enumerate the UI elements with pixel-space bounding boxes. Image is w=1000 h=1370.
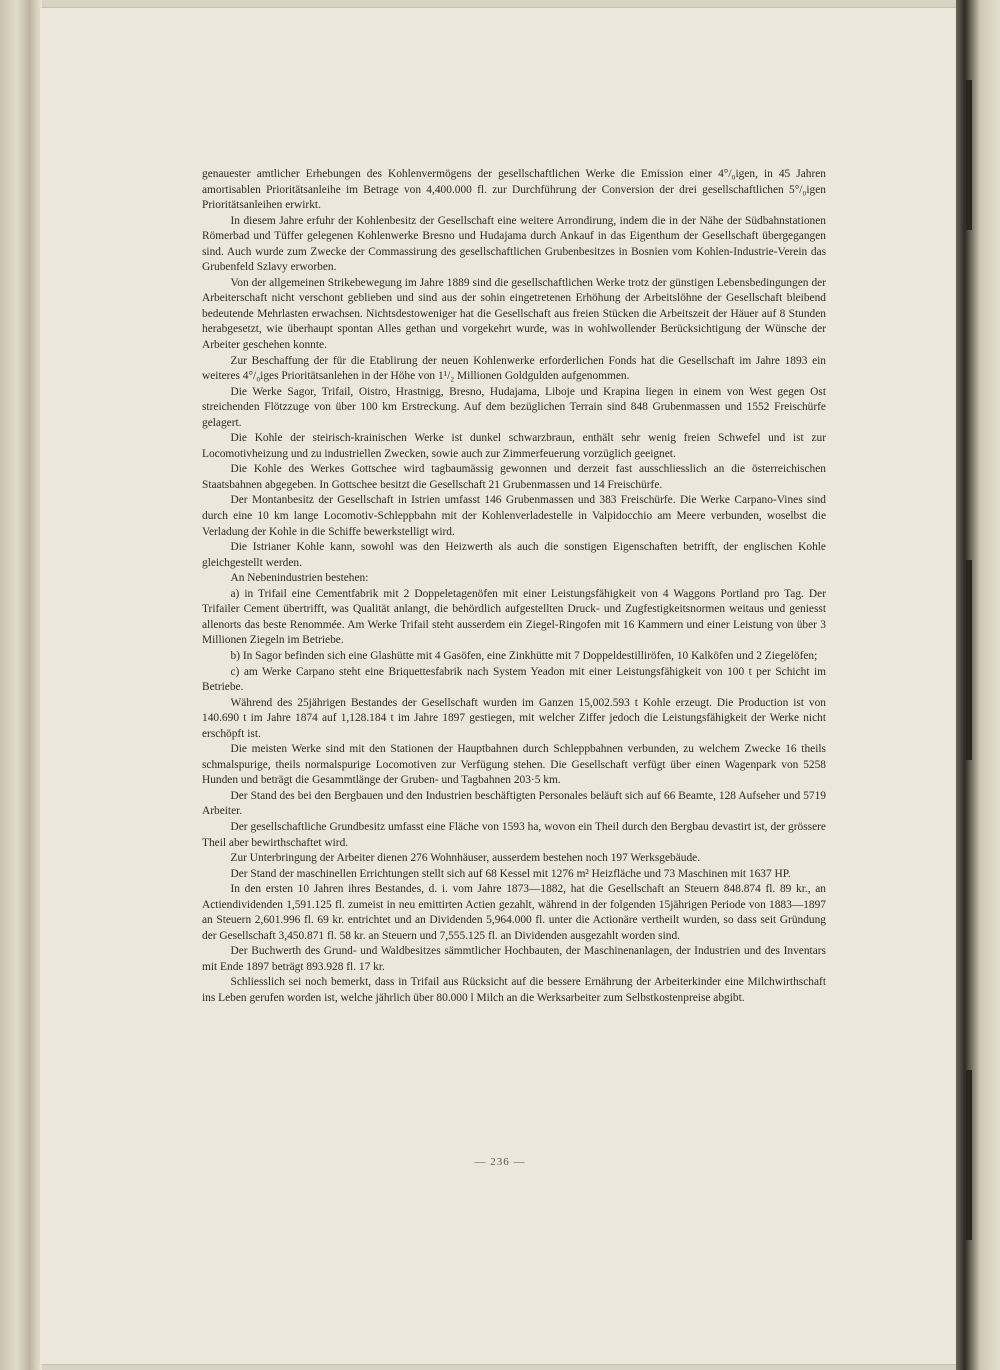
gutter-shadow-band	[966, 1070, 972, 1240]
paragraph: Während des 25jährigen Bestandes der Gesellschaft wurden im Ganzen 15,002.593 t Kohle erzeugt. Die Production ist von 140.690 t im Jahre 1874 auf 1,128.184 t im Jahre 1897 gestiegen, mit welcher Ziffer jedoch die Leistungsfähigkeit der Werke nicht erschöpft ist.	[202, 696, 826, 740]
paragraph: a) in Trifail eine Cementfabrik mit 2 Doppeletagenöfen mit einer Leistungsfähigkeit von 4 Waggons Portland pro Tag. Der Trifailer Cement übertrifft, was Qualität anlangt, die behördlich aufgestellten Druck- und Zugfestigkeitsnormen weitaus und geniesst allenorts das beste Renommée. Am Werke Trifail steht ausserdem ein Ziegel-Ringofen mit 16 Kammern und einer Leistung von über 3 Millionen Ziegeln im Betriebe.	[202, 587, 826, 647]
paragraph: Die Kohle des Werkes Gottschee wird tagbaumässig gewonnen und derzeit fast ausschliesslich an die österreichischen Staatsbahnen abgegeben. In Gottschee besitzt die Gesellschaft 21 Grubenmassen und 14 Freischürfe.	[202, 463, 826, 491]
paragraph: Zur Beschaffung der für die Etablirung der neuen Kohlenwerke erforderlichen Fonds hat die Gesellschaft im Jahre 1893 ein weiteres 4°/₀iges Prioritätsanlehen in der Höhe von 1¹/₂ Millionen Goldgulden aufgenommen.	[202, 354, 826, 383]
paragraph: In den ersten 10 Jahren ihres Bestandes, d. i. vom Jahre 1873—1882, hat die Gesellschaft an Steuern 848.874 fl. 89 kr., an Actiendividenden 1,591.125 fl. zumeist in neu emittirten Actien gezahlt, während in der folgenden 15jährigen Periode von 1883—1897 an Steuern 2,601.996 fl. 69 kr. entrichtet und an Dividenden 5,964.000 fl. unter die Actionäre vertheilt wurden, so dass seit Gründung der Gesellschaft 3,450.871 fl. 58 kr. an Steuern und 7,555.125 fl. an Dividenden ausgezahlt worden sind.	[202, 883, 826, 942]
paragraph: Zur Unterbringung der Arbeiter dienen 276 Wohnhäuser, ausserdem bestehen noch 197 Werksgebäude.	[230, 852, 701, 865]
paragraph: An Nebenindustrien bestehen:	[230, 572, 369, 585]
paragraph: Der gesellschaftliche Grundbesitz umfasst eine Fläche von 1593 ha, wovon ein Theil durch den Bergbau devastirt ist, der grössere Theil aber bewirthschaftet wird.	[202, 820, 826, 849]
paragraph: Der Stand der maschinellen Errichtungen stellt sich auf 68 Kessel mit 1276 m² Heizfläche und 73 Maschinen mit 1637 HP.	[230, 867, 791, 880]
paragraph: In diesem Jahre erfuhr der Kohlenbesitz der Gesellschaft eine weitere Arrondirung, indem die in der Nähe der Südbahnstationen Römerbad und Tüffer gelegenen Kohlenwerke Bresno und Hudajama durch Ankauf in das Eigenthum der Gesellschaft übergegangen sind. Auch wurde zum Zwecke der Commassirung des gesellschaftlichen Grubenbesitzes in Bosnien vom Kohlen-Industrie-Verein das Grubenfeld Szlavy erworben.	[202, 214, 826, 274]
paragraph: Die meisten Werke sind mit den Stationen der Hauptbahnen durch Schleppbahnen verbunden, zu welchem Zwecke 16 theils schmalspurige, theils normalspurige Locomotiven zur Verfügung stehen. Die Gesellschaft verfügt über einen Wagenpark von 5258 Hunden und beträgt die Gesammtlänge der Gruben- und Tagbahnen 203·5 km.	[202, 743, 826, 787]
body-text	[202, 167, 826, 1007]
paragraph: b) In Sagor befinden sich eine Glashütte mit 4 Gasöfen, eine Zinkhütte mit 7 Doppeldestilliröfen, 10 Kalköfen und 2 Ziegelöfen;	[230, 649, 818, 662]
paragraph: Der Stand des bei den Bergbauen und den Industrien beschäftigten Personales beläuft sich auf 66 Beamte, 128 Aufseher und 5719 Arbeiter.	[202, 789, 826, 818]
paragraph: Die Werke Sagor, Trifail, Oistro, Hrastnigg, Bresno, Hudajama, Liboje und Krapina liegen in einem von West gegen Ost streichenden Flötzzuge von über 100 km Erstreckung. Auf dem bezüglichen Terrain sind 848 Grubenmassen und 1552 Freischürfe gelagert.	[202, 385, 826, 429]
gutter-shadow-band	[966, 560, 972, 760]
paragraph: Die Kohle der steirisch-krainischen Werke ist dunkel schwarzbraun, enthält sehr wenig freien Schwefel und ist zur Locomotivheizung und zu industriellen Zwecken, sowie auch zur Zimmerfeuerung vorzüglich geeignet.	[202, 432, 826, 460]
paragraph: genauester amtlicher Erhebungen des Kohlenvermögens der gesellschaftlichen Werke die Emission einer 4°/₀igen, in 45 Jahren amortisablen Prioritätsanleihe im Betrage von 4,400.000 fl. zur Durchführung der Conversion der drei gesellschaftlichen 5°/₀igen Prioritätsanleihen erwirkt.	[202, 168, 826, 212]
paragraph: c) am Werke Carpano steht eine Briquettesfabrik nach System Yeadon mit einer Leistungsfähigkeit von 100 t per Schicht im Betriebe.	[202, 665, 826, 694]
paragraph: Der Montanbesitz der Gesellschaft in Istrien umfasst 146 Grubenmassen und 383 Freischürfe. Die Werke Carpano-Vines sind durch eine 10 km lange Locomotiv-Schleppbahn mit der Kohlenverladestelle in Valpidocchio am Meere verbunden, woselbst die Verladung der Kohle in die Schiffe bewerkstelligt wird.	[202, 494, 826, 538]
paragraph: Schliesslich sei noch bemerkt, dass in Trifail aus Rücksicht auf die bessere Ernährung der Arbeiterkinder eine Milchwirthschaft ins Leben gerufen worden ist, welche jährlich über 80.000 l Milch an die Werksarbeiter zum Selbstkostenpreise abgibt.	[202, 976, 826, 1004]
page-number: — 236 —	[474, 1156, 526, 1168]
gutter-shadow-band	[966, 80, 972, 230]
paragraph: Der Buchwerth des Grund- und Waldbesitzes sämmtlicher Hochbauten, der Maschinenanlagen, der Industrien und des Inventars mit Ende 1897 beträgt 893.928 fl. 17 kr.	[202, 945, 826, 973]
paragraph: Die Istrianer Kohle kann, sowohl was den Heizwerth als auch die sonstigen Eigenschaften betrifft, der englischen Kohle gleichgestellt werden.	[202, 541, 826, 569]
paragraph: Von der allgemeinen Strikebewegung im Jahre 1889 sind die gesellschaftlichen Werke trotz der günstigen Lebensbedingungen der Arbeiterschaft nicht verschont geblieben und sind aus der sohin eingetretenen Erhöhung der Arbeitslöhne der Gesellschaft bleibend bedeutende Mehrlasten erwachsen. Nichtsdestoweniger hat die Gesellschaft aus freien Stücken die Arbeitszeit der Häuer auf 8 Stunden herabgesetzt, wie überhaupt spontan Alles gethan und vorgekehrt wurde, was in wohlwollender Berücksichtigung der Wünsche der Arbeiter geschehen konnte.	[202, 276, 826, 352]
